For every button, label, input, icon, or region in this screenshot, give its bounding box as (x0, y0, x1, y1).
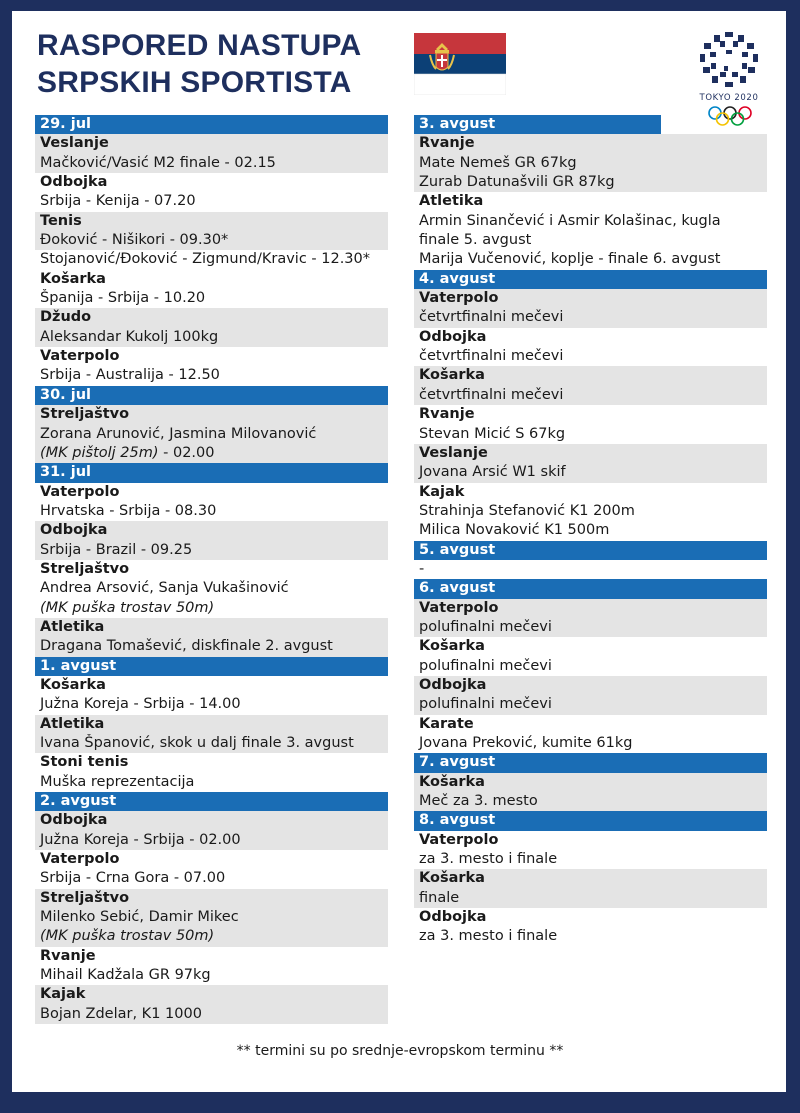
event-item: Zorana Arunović, Jasmina Milovanović (35, 425, 388, 444)
event-discipline-note: (MK puška trostav 50m) (40, 599, 215, 616)
event-item: Mihail Kadžala GR 97kg (40, 967, 211, 984)
date-header: 3. avgust (414, 115, 661, 134)
sport-label: Veslanje (35, 134, 388, 153)
event-discipline-note: (MK pištolj 25m) (40, 444, 159, 461)
sport-label: Streljaštvo (40, 560, 130, 577)
event-item (35, 444, 388, 463)
sport-label: Rvanje (40, 947, 96, 964)
tokyo-emblem-icon (694, 30, 764, 92)
date-header: 29. jul (35, 115, 388, 134)
event-item: polufinalni mečevi (414, 618, 767, 637)
sport-label: Karate (419, 715, 474, 732)
event-item: Bojan Zdelar, K1 1000 (35, 1005, 388, 1024)
date-header: 31. jul (35, 463, 388, 482)
event-item: za 3. mesto i finale (419, 928, 558, 945)
event-discipline-note: (MK puška trostav 50m) (40, 928, 215, 945)
sport-label: Vaterpolo (40, 483, 120, 500)
title-line-2: SRPSKIH SPORTISTA (37, 66, 352, 99)
sport-label: Atletika (419, 193, 484, 210)
sport-label: Vaterpolo (419, 831, 499, 848)
sport-label: Košarka (414, 869, 767, 888)
tokyo-2020-label: TOKYO 2020 (699, 93, 759, 103)
event-item: Đoković - Nišikori - 09.30* (35, 231, 388, 250)
event-item: polufinalni mečevi (414, 695, 767, 714)
sport-label: Kajak (35, 985, 388, 1004)
date-header: 6. avgust (414, 579, 767, 598)
sport-label: Veslanje (414, 444, 767, 463)
sport-label: Kajak (419, 483, 465, 500)
event-item: Ivana Španović, skok u dalj finale 3. avgust (35, 734, 388, 753)
event-item: Mačković/Vasić M2 finale - 02.15 (35, 154, 388, 173)
sport-label: Odbojka (40, 174, 108, 191)
sport-label: Džudo (35, 308, 388, 327)
event-item: četvrtfinalni mečevi (414, 308, 767, 327)
sport-label: Atletika (35, 618, 388, 637)
event-item: Hrvatska - Srbija - 08.30 (40, 502, 217, 519)
sport-label: Odbojka (35, 521, 388, 540)
sport-label: Odbojka (35, 811, 388, 830)
event-item: Armin Sinančević i Asmir Kolašinac, kugla (419, 212, 721, 229)
sport-label: Streljaštvo (35, 405, 388, 424)
date-header: 5. avgust (414, 541, 767, 560)
sport-label: Odbojka (419, 328, 487, 345)
schedule-right-column (414, 115, 767, 947)
event-item: Jovana Preković, kumite 61kg (419, 735, 633, 751)
event-item: Stojanović/Đoković - Zigmund/Kravic - 12.30* (40, 251, 371, 268)
event-time: - 02.00 (158, 444, 215, 461)
date-header: 30. jul (35, 386, 388, 405)
event-item: Milica Novaković K1 500m (419, 522, 610, 539)
event-item: za 3. mesto i finale (419, 851, 558, 868)
title-line-1: RASPORED NASTUPA (37, 29, 362, 62)
event-item: Jovana Arsić W1 skif (414, 463, 767, 482)
sport-label: Vaterpolo (40, 348, 120, 365)
serbia-flag-icon (414, 33, 506, 95)
sport-label: Rvanje (419, 406, 475, 423)
event-item: Srbija - Australija - 12.50 (40, 367, 220, 384)
date-header: 1. avgust (35, 657, 388, 676)
sport-label: Tenis (35, 212, 388, 231)
sport-label: Streljaštvo (35, 889, 388, 908)
event-item (35, 927, 388, 946)
sport-label: Košarka (414, 366, 767, 385)
event-item: Meč za 3. mesto (414, 792, 767, 811)
sport-label: Atletika (35, 715, 388, 734)
event-item: polufinalni mečevi (419, 657, 552, 674)
event-item: Strahinja Stefanović K1 200m (419, 502, 635, 519)
sport-label: Košarka (40, 270, 106, 287)
sport-label: Vaterpolo (414, 599, 767, 618)
sport-label: Odbojka (419, 909, 487, 926)
date-header: 4. avgust (414, 270, 767, 289)
event-item: Srbija - Brazil - 09.25 (35, 541, 388, 560)
sport-label: Košarka (40, 676, 106, 693)
footnote: ** termini su po srednje-evropskom terminu ** (236, 1043, 564, 1059)
event-item: Srbija - Crna Gora - 07.00 (40, 870, 226, 887)
date-header: 2. avgust (35, 792, 388, 811)
event-item: Marija Vučenović, koplje - finale 6. avgust (419, 251, 721, 268)
sport-label: Košarka (414, 773, 767, 792)
sport-label: Vaterpolo (414, 289, 767, 308)
event-item: Stevan Micić S 67kg (419, 425, 566, 442)
event-item: četvrtfinalni mečevi (419, 348, 564, 365)
event-item: Aleksandar Kukolj 100kg (35, 328, 388, 347)
event-item: Južna Koreja - Srbija - 14.00 (40, 696, 241, 713)
sport-label: Košarka (419, 638, 485, 655)
sport-label: Stoni tenis (40, 754, 129, 771)
event-item: finale (414, 889, 767, 908)
schedule-left-column (35, 115, 388, 1024)
event-item: Južna Koreja - Srbija - 02.00 (35, 831, 388, 850)
page-title (37, 27, 361, 101)
event-item: Milenko Sebić, Damir Mikec (35, 908, 388, 927)
event-item: četvrtfinalni mečevi (414, 386, 767, 405)
event-item: finale 5. avgust (419, 232, 532, 249)
sport-label: Rvanje (414, 134, 767, 153)
event-item: Dragana Tomašević, diskfinale 2. avgust (35, 637, 388, 656)
date-header: 8. avgust (414, 811, 767, 830)
event-item: Mate Nemeš GR 67kg (414, 154, 767, 173)
event-item: Zurab Datunašvili GR 87kg (414, 173, 767, 192)
sport-label: Odbojka (414, 676, 767, 695)
event-item: Muška reprezentacija (40, 773, 195, 790)
event-item: Andrea Arsović, Sanja Vukašinović (40, 580, 289, 597)
event-item: Španija - Srbija - 10.20 (40, 290, 206, 307)
event-item: - (419, 560, 425, 577)
event-item: Srbija - Kenija - 07.20 (40, 193, 196, 210)
date-header: 7. avgust (414, 753, 767, 772)
event-item (35, 599, 388, 618)
sport-label: Vaterpolo (40, 851, 120, 868)
